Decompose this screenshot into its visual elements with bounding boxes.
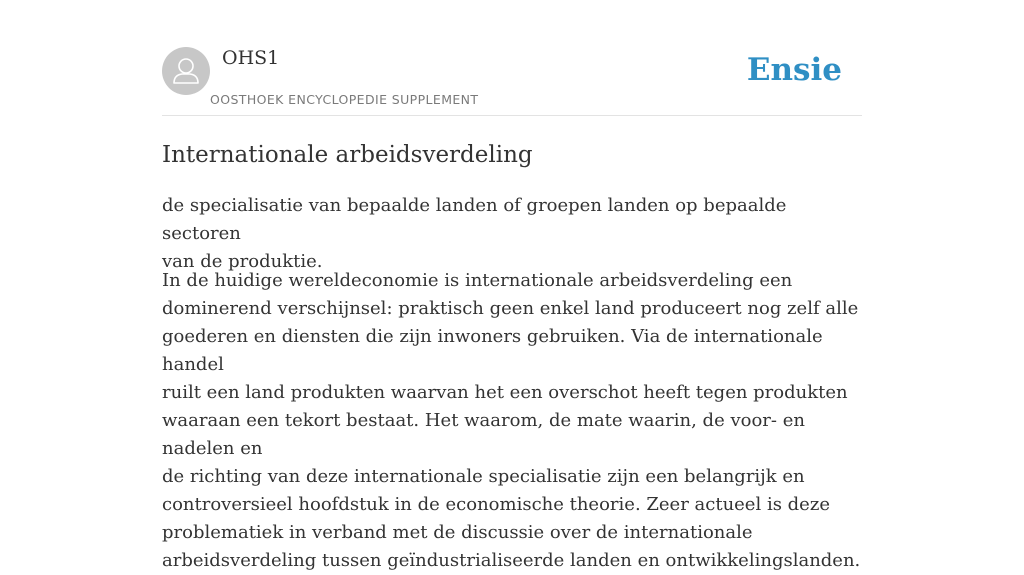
content-container xyxy=(162,0,862,571)
article-title: Internationale arbeidsverdeling xyxy=(162,142,533,168)
source-label[interactable]: OOSTHOEK ENCYCLOPEDIE SUPPLEMENT xyxy=(210,92,479,107)
header xyxy=(162,0,862,116)
user-icon[interactable] xyxy=(162,47,210,95)
ensie-logo[interactable]: Ensie xyxy=(746,52,842,88)
author-name[interactable]: OHS1 xyxy=(222,47,280,69)
body-paragraph: In de huidige wereldeconomie is internationale arbeidsverdeling een dominerend verschijnsel: praktisch geen enkel land produceert nog zelf alle goederen en diensten die zijn inwoners gebruiken. Via de internationale handel ruilt een land produkten waarvan het een overschot heeft tegen produkten waaraan een tekort bestaat. Het waarom, de mate waarin, de voor- en nadelen en de richting van deze internationale specialisatie zijn een belangrijk en controversieel hoofdstuk in de economische theorie. Zeer actueel is deze problematiek in verband met de discussie over de internationale arbeidsverdeling tussen geïndustrialiseerde landen en ontwikkelingslanden. xyxy=(162,270,861,571)
definition-paragraph: de specialisatie van bepaalde landen of groepen landen op bepaalde sectoren van de produktie. xyxy=(162,195,787,272)
